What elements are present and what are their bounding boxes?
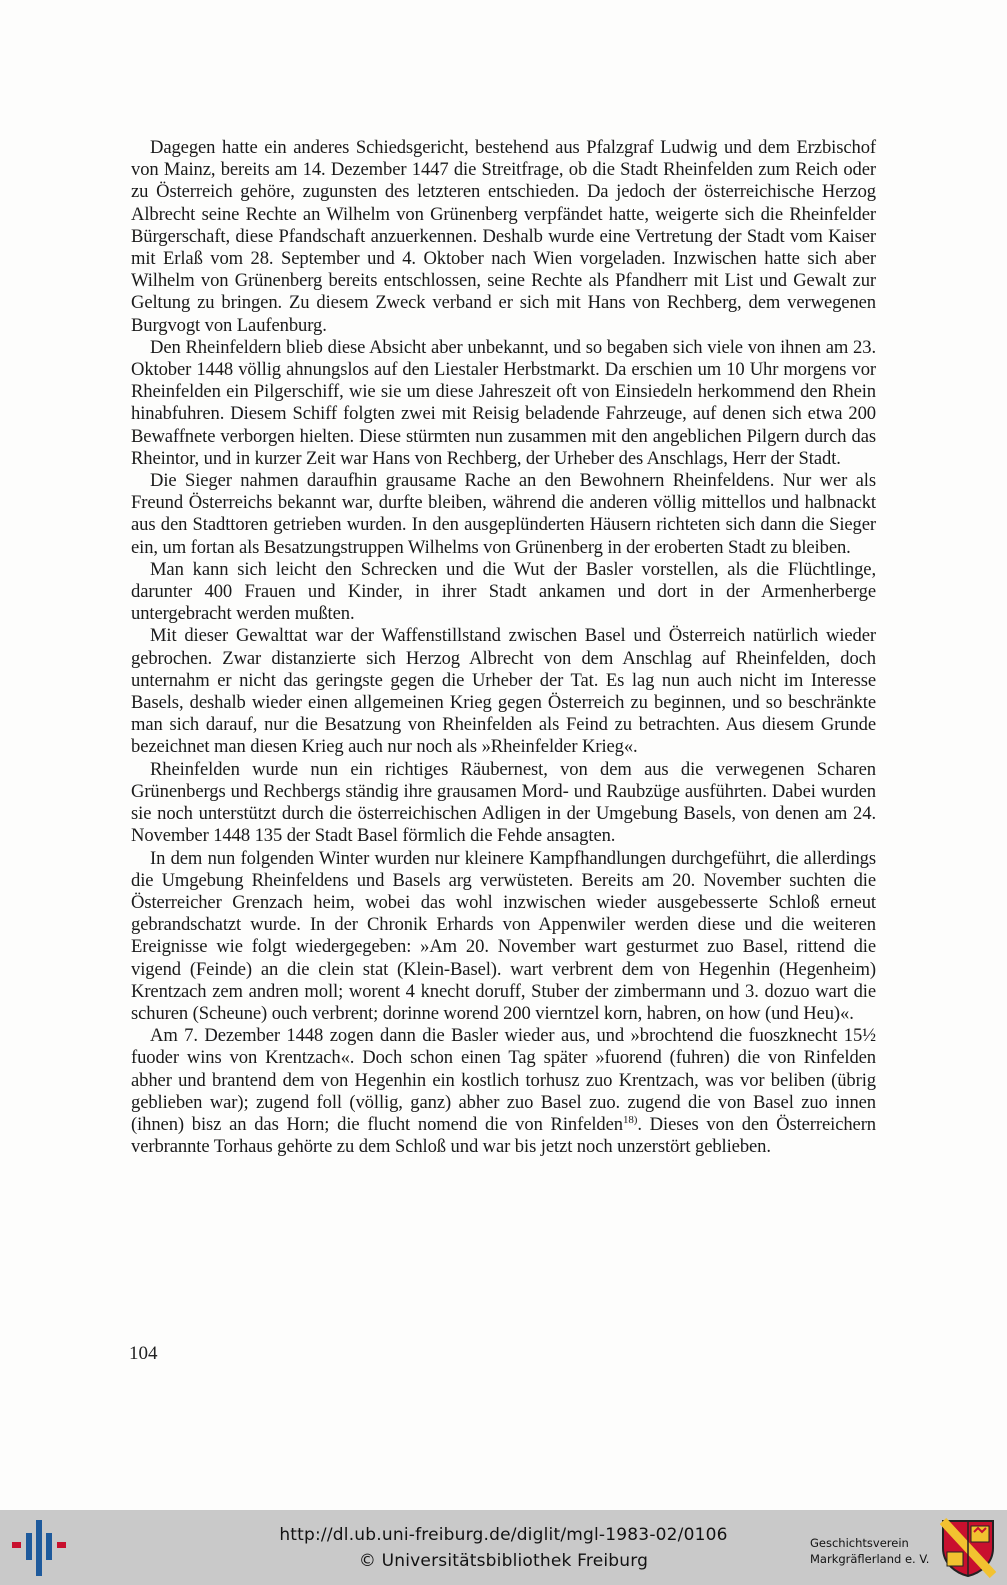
paragraph: In dem nun folgenden Winter wurden nur kleinere Kampfhandlungen durchgeführt, die allerdings die Umgebung Rheinfeldens und Basels arg verwüsteten. Bereits am 20. November suchten die Österreicher Grenzach heim, wobei das wohl inzwischen wieder ausgebesserte Schloß erneut gebrandschatzt wurde. In der Chronik Erhards von Appenwiler werden diese und die weiteren Ereignisse wie folgt wiedergegeben: »Am 20. November wart gesturmet zuo Basel, rittend die vigend (Feinde) an die clein stat (Klein-Basel). wart verbrent dem von Hegenhin (Hegenheim) Krentzach zem andren moll; worent 4 knecht doruff, Stuber der zimbermann und 3. dozuo wart die schuren (Scheune) ouch verbrent; dorinne worend 200 vierntzel korn, habren, on how (und Heu)«. [131, 847, 876, 1024]
source-url-link[interactable]: http://dl.ub.uni-freiburg.de/diglit/mgl-1983-02/0106 [279, 1525, 728, 1545]
footer-bar [0, 1510, 1007, 1585]
copyright-notice: © Universitätsbibliothek Freiburg [358, 1551, 649, 1571]
paragraph-text: Am 7. Dezember 1448 zogen dann die Basler wieder aus, und »brochtend die fuoszknecht 15½ fuoder wins von Krentzach«. Doch schon einen Tag später »fuorend (fuhren) die von Rinfelden abher und brantend dem von Hegenhin ein kostlich torhusz zuo Krentzach, was vor beliben (übrig geblieben war); zugend foll (völlig, ganz) abher zuo Basel zuo. zugend die von Basel zuo innen (ihnen) bisz an das Horn; die flucht nomend die von Rinfelden [131, 1025, 876, 1135]
society-name [810, 1535, 930, 1567]
society-line2: Markgräflerland e. V. [810, 1552, 930, 1566]
paragraph: Die Sieger nahmen daraufhin grausame Rache an den Bewohnern Rheinfeldens. Nur wer als Freund Österreichs bekannt war, durfte bleiben, während die anderen völlig mittellos und halbnackt aus den Stadttoren getrieben wurden. In den ausgeplünderten Häusern richteten sich dann die Sieger ein, um fortan als Besatzungstruppen Wilhelms von Grünenberg in der eroberten Stadt zu bleiben. [131, 470, 876, 558]
footnote-marker: 18) [622, 1113, 638, 1126]
paragraph: Dagegen hatte ein anderes Schiedsgericht, bestehend aus Pfalzgraf Ludwig und dem Erzbischof von Mainz, bereits am 14. Dezember 1447 die Streitfrage, ob die Stadt Rheinfelden zum Reich oder zu Österreich gehöre, zugunsten des letzteren entschieden. Da jedoch der österreichische Herzog Albrecht seine Rechte an Wilhelm von Grünenberg verpfändet hatte, weigerte sich die Rheinfelder Bürgerschaft, diese Pfandschaft anzuerkennen. Deshalb wurde eine Vertretung der Stadt vom Kaiser mit Erlaß vom 28. September und 4. Oktober nach Wien vorgeladen. Inzwischen hatte sich aber Wilhelm von Grünenberg bereits entschlossen, seine Rechte als Pfandherr mit List und Gewalt zur Geltung zu bringen. Zu diesem Zweck verband er sich mit Hans von Rechberg, dem verwegenen Burgvogt von Laufenburg. [131, 137, 876, 336]
paragraph: Man kann sich leicht den Schrecken und die Wut der Basler vorstellen, als die Flüchtlinge, darunter 400 Frauen und Kinder, in ihrer Stadt ankamen und dort in der Armenherberge untergebracht werden mußten. [131, 558, 876, 625]
paragraph: Rheinfelden wurde nun ein richtiges Räubernest, von dem aus die verwegenen Scharen Grünenbergs und Rechbergs ständig ihre grausamen Mord- und Raubzüge ausführten. Dabei wurden sie noch unterstützt durch die österreichischen Adligen in der Umgebung Basels, von denen am 24. November 1448 135 der Stadt Basel förmlich die Fehde ansagten. [131, 758, 876, 847]
paragraph: Den Rheinfeldern blieb diese Absicht aber unbekannt, und so begaben sich viele von ihnen am 23. Oktober 1448 völlig ahnungslos auf den Liestaler Herbstmarkt. Da erschien um 10 Uhr morgens vor Rheinfelden ein Pilgerschiff, wie sie um diese Jahreszeit oft von Einsiedeln herkommend den Rhein hinabfuhren. Diesem Schiff folgten zwei mit Reisig beladende Fahrzeuge, auf denen sich etwa 200 Bewaffnete verborgen hielten. Diese stürmten nun zusammen mit den angeblichen Pilgern durch das Rheintor, und in kurzer Zeit war Hans von Rechberg, der Urheber des Anschlags, Herr der Stadt. [131, 336, 876, 469]
page-number: 104 [129, 1343, 158, 1364]
paragraph-tail: . Dieses von den Österreichern verbrannte Torhaus gehörte zu dem Schloß und war bis jetzt noch unzerstört geblieben. [131, 1113, 876, 1158]
paragraph-last [131, 1025, 876, 1158]
body-text [131, 137, 876, 1158]
paragraph: Mit dieser Gewalttat war der Waffenstillstand zwischen Basel und Österreich natürlich wieder gebrochen. Zwar distanzierte sich Herzog Albrecht von dem Anschlag auf Rheinfelden, doch unternahm er nicht das geringste gegen die Urheber der Tat. Es lag nun auch nicht im Interesse Basels, deshalb wieder einen allgemeinen Krieg gegen Österreich zu beginnen, und so beschränkte man sich darauf, nur die Besatzung von Rheinfelden als Feind zu betrachten. Aus diesem Grunde bezeichnet man diesen Krieg auch nur noch als »Rheinfelder Krieg«. [131, 625, 876, 758]
coat-of-arms-icon [940, 1518, 996, 1578]
society-line1: Geschichtsverein [810, 1536, 909, 1550]
